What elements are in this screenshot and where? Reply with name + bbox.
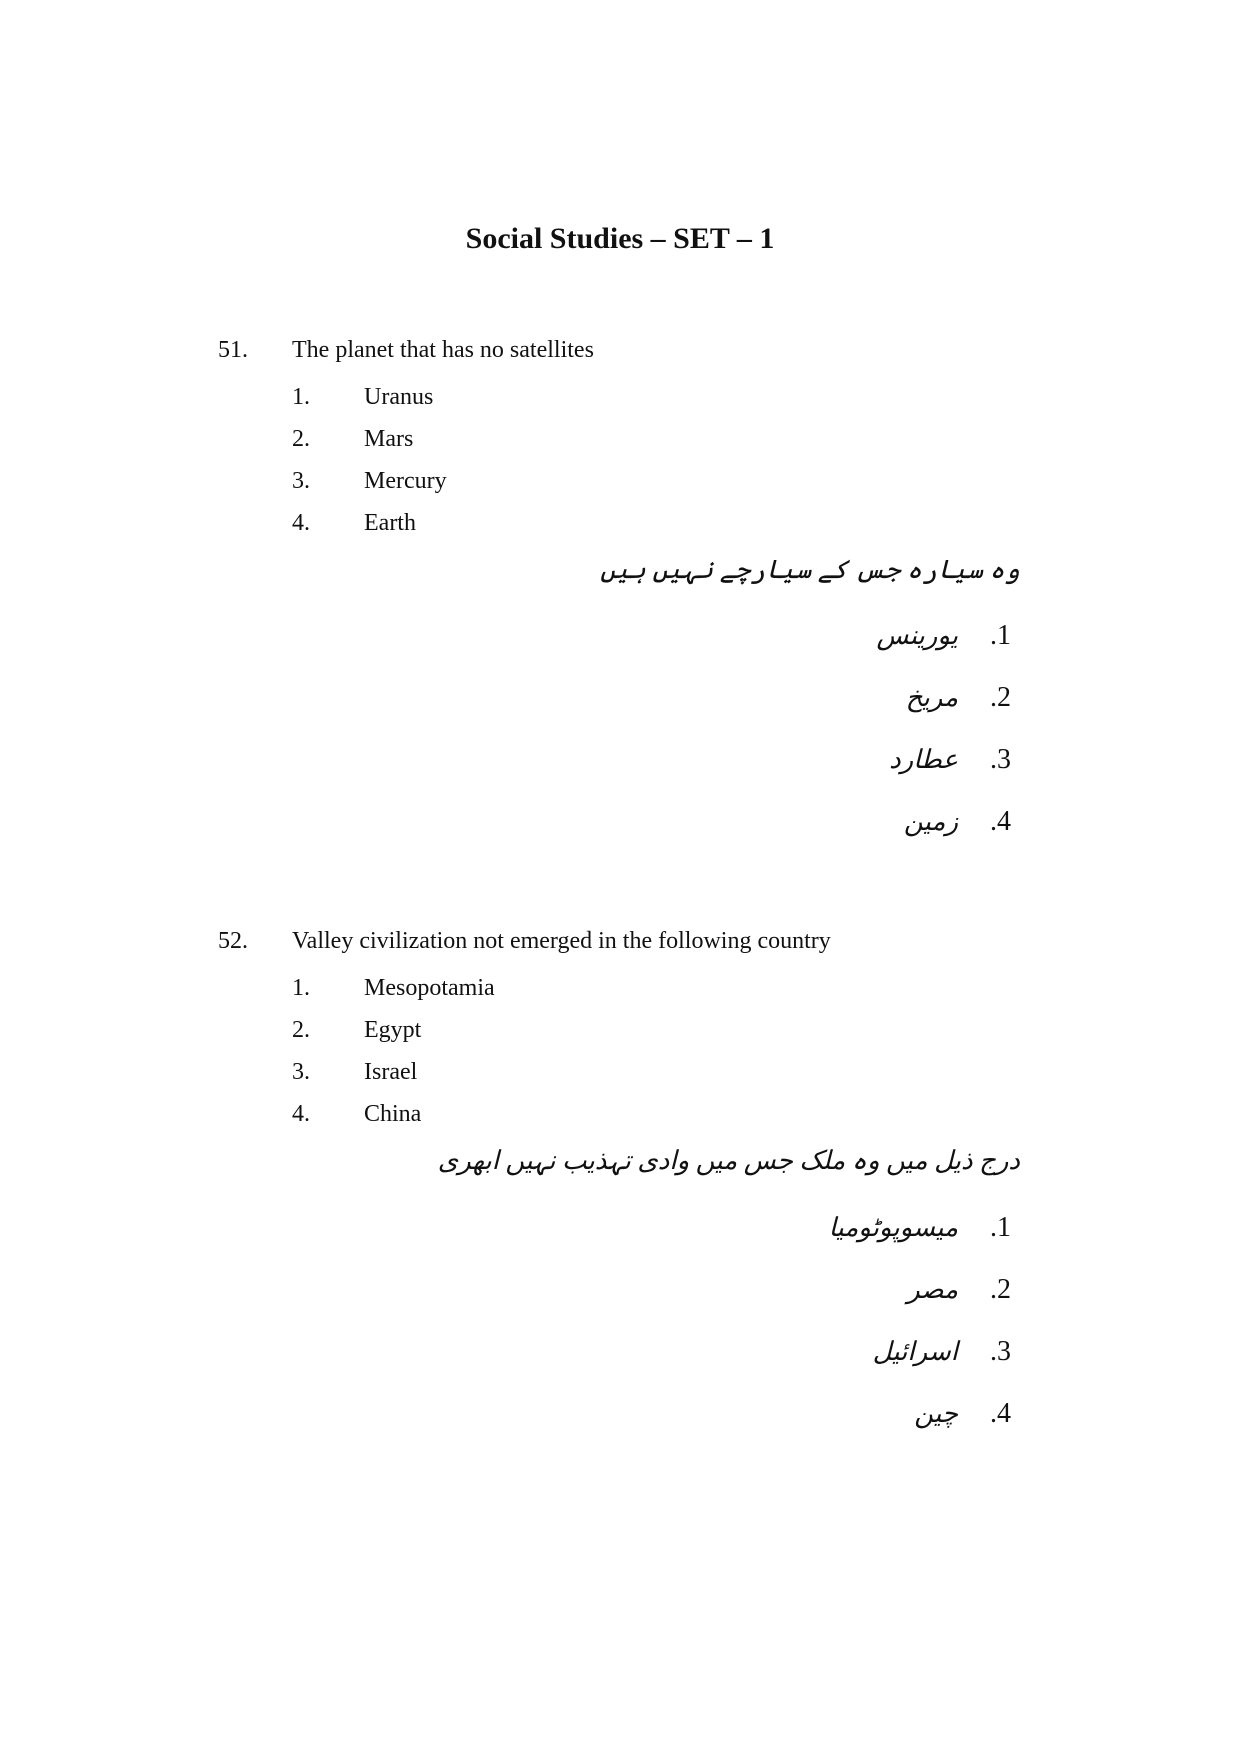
urdu-option bbox=[877, 620, 1020, 652]
option-text: China bbox=[364, 1101, 422, 1127]
urdu-option bbox=[889, 744, 1020, 776]
option-number: 2. bbox=[292, 426, 310, 452]
urdu-option-text: مصر bbox=[907, 1275, 958, 1304]
urdu-option bbox=[914, 1398, 1020, 1430]
urdu-option-number: .2 bbox=[990, 1274, 1011, 1305]
urdu-option-text: زمین bbox=[903, 807, 958, 836]
urdu-option-text: میسوپوٹومیا bbox=[828, 1213, 958, 1242]
option-text: Israel bbox=[364, 1059, 418, 1085]
urdu-option-text: عطارد bbox=[889, 745, 958, 774]
urdu-option bbox=[907, 1274, 1020, 1306]
option-number: 1. bbox=[292, 384, 310, 410]
urdu-option bbox=[904, 806, 1020, 838]
option-number: 2. bbox=[292, 1017, 310, 1043]
urdu-option-number: .1 bbox=[990, 620, 1011, 651]
question-number: 51. bbox=[218, 337, 248, 363]
question-text: The planet that has no satellites bbox=[292, 337, 594, 363]
urdu-option-number: .3 bbox=[990, 1336, 1011, 1367]
option-text: Earth bbox=[364, 510, 416, 536]
urdu-option-text: یورینس bbox=[876, 621, 958, 650]
urdu-option-number: .2 bbox=[990, 682, 1011, 713]
urdu-option-number: .4 bbox=[990, 1398, 1011, 1429]
option-number: 3. bbox=[292, 468, 310, 494]
question-number: 52. bbox=[218, 928, 248, 954]
urdu-option-number: .3 bbox=[990, 744, 1011, 775]
urdu-option bbox=[829, 1212, 1020, 1244]
option-number: 3. bbox=[292, 1059, 310, 1085]
option-text: Mesopotamia bbox=[364, 975, 495, 1001]
urdu-option-text: اسرائیل bbox=[872, 1337, 958, 1366]
urdu-option bbox=[873, 1336, 1020, 1368]
urdu-question-text: وہ سیارہ جس کے سیارچے نہیں ہیں bbox=[600, 555, 1020, 584]
urdu-question-text: درج ذیل میں وہ ملک جس میں وادی تہذیب نہیں ابھری bbox=[437, 1146, 1020, 1175]
urdu-option-text: مریخ bbox=[905, 683, 958, 712]
page-title: Social Studies – SET – 1 bbox=[465, 222, 775, 255]
option-number: 4. bbox=[292, 1101, 310, 1127]
urdu-option-number: .4 bbox=[990, 806, 1011, 837]
urdu-option-text: چین bbox=[914, 1399, 958, 1428]
option-number: 1. bbox=[292, 975, 310, 1001]
urdu-option bbox=[906, 682, 1020, 714]
option-text: Uranus bbox=[364, 384, 434, 410]
option-text: Egypt bbox=[364, 1017, 422, 1043]
option-text: Mercury bbox=[364, 468, 447, 494]
option-number: 4. bbox=[292, 510, 310, 536]
option-text: Mars bbox=[364, 426, 414, 452]
question-text: Valley civilization not emerged in the following country bbox=[292, 928, 831, 954]
urdu-option-number: .1 bbox=[990, 1212, 1011, 1243]
